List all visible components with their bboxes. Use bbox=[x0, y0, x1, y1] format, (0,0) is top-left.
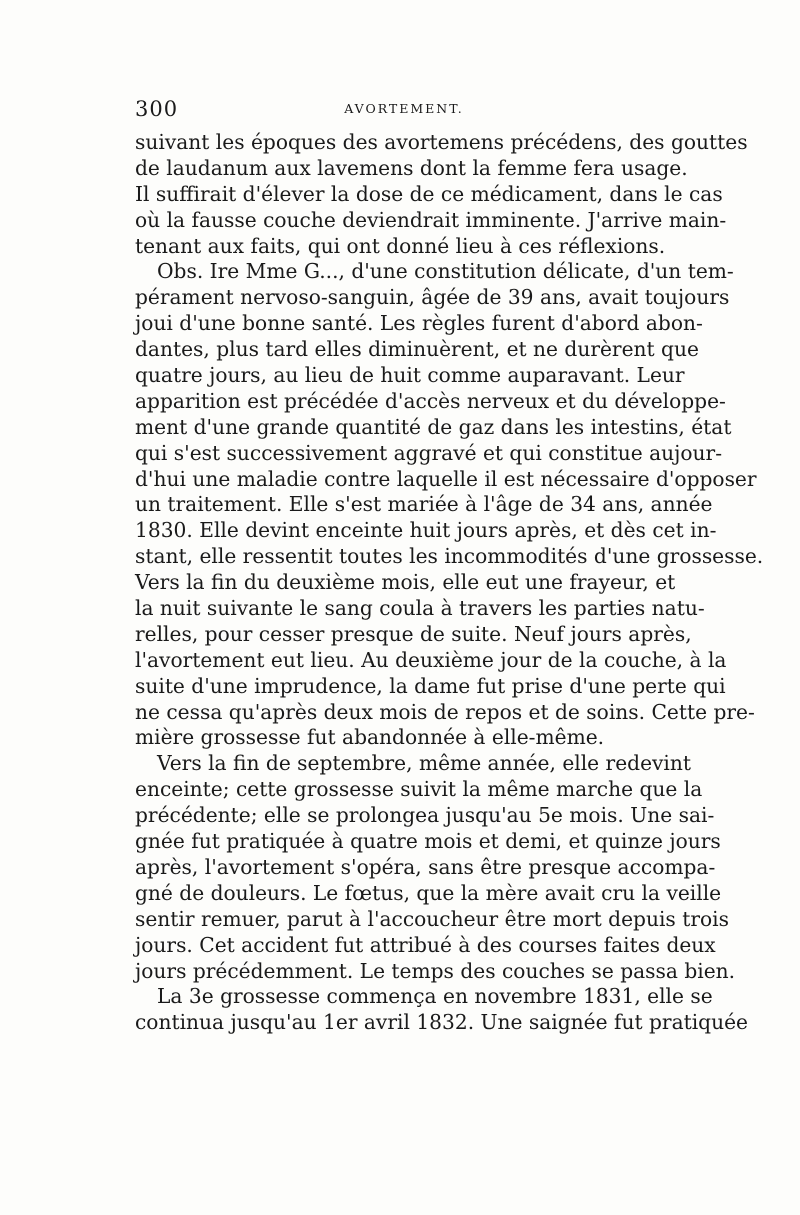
text-line: Il suffirait d'élever la dose de ce médicament, dans le cas bbox=[135, 181, 723, 206]
text-line: stant, elle ressentit toutes les incommodités d'une grossesse. bbox=[135, 544, 764, 569]
text-line: de laudanum aux lavemens dont la femme fera usage. bbox=[135, 155, 688, 180]
text-line: tenant aux faits, qui ont donné lieu à ces réflexions. bbox=[135, 233, 666, 258]
text-line: mière grossesse fut abandonnée à elle-même. bbox=[135, 725, 605, 750]
text-line: qui s'est successivement aggravé et qui constitue aujour- bbox=[135, 440, 723, 465]
running-head bbox=[135, 94, 673, 124]
text-line: joui d'une bonne santé. Les règles furent d'abord abon- bbox=[135, 311, 703, 336]
text-line: gné de douleurs. Le fœtus, que la mère avait cru la veille bbox=[135, 880, 722, 905]
text-line: Vers la fin de septembre, même année, elle redevint bbox=[157, 751, 691, 776]
text-line: où la fausse couche deviendrait imminente. J'arrive main- bbox=[135, 207, 727, 232]
text-line: Obs. Ire Mme G..., d'une constitution délicate, d'un tem- bbox=[157, 259, 734, 284]
text-line: continua jusqu'au 1er avril 1832. Une saignée fut pratiquée bbox=[135, 1010, 748, 1035]
text-line: la nuit suivante le sang coula à travers les parties natu- bbox=[135, 596, 705, 621]
text-line: d'hui une maladie contre laquelle il est nécessaire d'opposer bbox=[135, 466, 757, 491]
text-line: relles, pour cesser presque de suite. Neuf jours après, bbox=[135, 621, 692, 646]
text-line: Vers la fin du deuxième mois, elle eut une frayeur, et bbox=[135, 570, 676, 595]
text-line: gnée fut pratiquée à quatre mois et demi, et quinze jours bbox=[135, 829, 721, 854]
text-line: pérament nervoso-sanguin, âgée de 39 ans, avait toujours bbox=[135, 285, 730, 310]
text-line: La 3e grossesse commença en novembre 1831, elle se bbox=[157, 984, 713, 1009]
text-line: l'avortement eut lieu. Au deuxième jour de la couche, à la bbox=[135, 647, 727, 672]
text-line: suivant les époques des avortemens précédens, des gouttes bbox=[135, 130, 748, 154]
text-line: suite d'une imprudence, la dame fut prise d'une perte qui bbox=[135, 673, 726, 698]
text-line: 1830. Elle devint enceinte huit jours après, et dès cet in- bbox=[135, 518, 717, 543]
text-line: quatre jours, au lieu de huit comme auparavant. Leur bbox=[135, 363, 685, 388]
text-line: dantes, plus tard elles diminuèrent, et ne durèrent que bbox=[135, 337, 699, 362]
text-line: ment d'une grande quantité de gaz dans les intestins, état bbox=[135, 414, 732, 439]
text-line: un traitement. Elle s'est mariée à l'âge de 34 ans, année bbox=[135, 492, 713, 517]
text-line: enceinte; cette grossesse suivit la même marche que la bbox=[135, 777, 703, 802]
text-line: après, l'avortement s'opéra, sans être presque accompa- bbox=[135, 854, 716, 879]
text-line: sentir remuer, parut à l'accoucheur être mort depuis trois bbox=[135, 906, 729, 931]
page-number: 300 bbox=[135, 97, 179, 121]
text-line: précédente; elle se prolongea jusqu'au 5e mois. Une sai- bbox=[135, 803, 715, 828]
text-line: jours. Cet accident fut attribué à des courses faites deux bbox=[135, 932, 716, 957]
running-title: AVORTEMENT. bbox=[344, 101, 464, 116]
text-line: jours précédemment. Le temps des couches se passa bien. bbox=[135, 958, 736, 983]
text-line: ne cessa qu'après deux mois de repos et de soins. Cette pre- bbox=[135, 699, 755, 724]
text-line: apparition est précédée d'accès nerveux et du développe- bbox=[135, 388, 726, 413]
body-text bbox=[135, 130, 764, 1036]
